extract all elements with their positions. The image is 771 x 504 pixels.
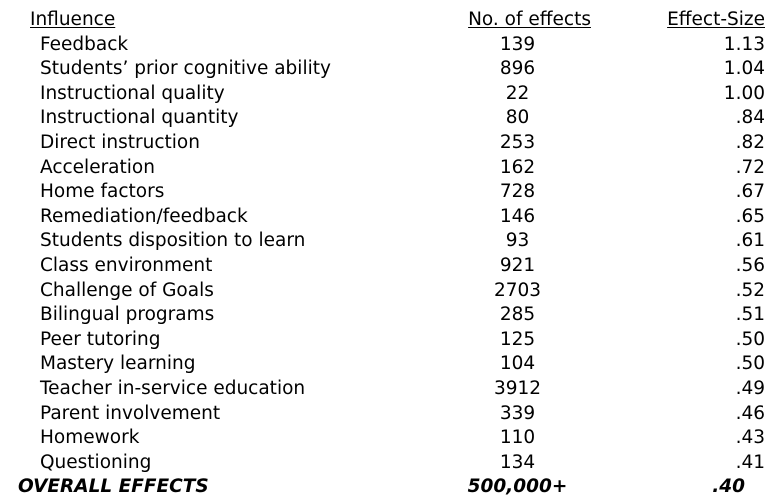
effect-size-value: .67 [735,181,765,203]
effect-size-value: .46 [735,402,765,424]
table-row [18,82,771,107]
effect-size-value: .65 [735,205,765,227]
table-row [18,205,771,230]
num-effects-cell: 896 [499,58,536,80]
influence-cell: Bilingual programs [40,304,215,326]
table-row [18,33,771,58]
header-effect-size: Effect-Size [667,9,765,30]
table-footer [18,475,771,500]
influence-cell: Instructional quality [40,82,225,104]
table-row [18,328,771,353]
num-effects-cell: 104 [499,353,536,375]
effect-size-cell [597,180,771,205]
num-effects-cell: 146 [499,205,536,227]
effect-size-cell [597,156,771,181]
effect-size-value: 1.00 [723,82,765,104]
num-effects-cell: 125 [499,328,536,350]
influence-cell: Feedback [40,33,129,55]
num-effects-cell: 80 [505,107,530,129]
effect-size-cell [597,328,771,353]
effect-size-value: 1.13 [723,33,765,55]
effect-size-value: .51 [735,304,765,326]
effect-size-value: .82 [735,131,765,153]
table-row [18,402,771,427]
effect-size-value: .43 [735,427,765,449]
table-row [18,106,771,131]
num-effects-cell: 162 [499,156,536,178]
influence-cell: Mastery learning [40,353,196,375]
table-row [18,229,771,254]
effect-size-value: .49 [735,377,765,399]
effect-size-cell [597,303,771,328]
total-effect-size-cell [597,475,771,500]
influence-cell: Peer tutoring [40,328,161,350]
effect-size-cell [597,451,771,476]
table-row [18,279,771,304]
effect-size-value: .52 [735,279,765,301]
header-num-effects: No. of effects [468,9,591,30]
num-effects-cell: 22 [505,82,530,104]
num-effects-cell: 285 [499,304,536,326]
effect-size-cell [597,205,771,230]
effect-size-value: 1.04 [723,58,765,80]
table-row [18,303,771,328]
influence-cell: Students’ prior cognitive ability [40,58,331,80]
table-row [18,352,771,377]
table-row [18,156,771,181]
num-effects-cell: 921 [499,254,536,276]
table-header [18,8,771,33]
total-effect-size: .40 [712,476,745,498]
effect-size-cell [597,57,771,82]
effect-size-value: .72 [735,156,765,178]
effect-size-value: .56 [735,254,765,276]
effect-size-cell [597,229,771,254]
effect-size-cell [597,402,771,427]
effect-size-value: .50 [735,353,765,375]
num-effects-cell: 2703 [493,279,542,301]
table-body [18,33,771,476]
table-row [18,57,771,82]
header-influence: Influence [30,9,116,30]
table-row [18,377,771,402]
effect-size-cell [597,279,771,304]
effect-size-value: .61 [735,230,765,252]
total-num-effects: 500,000+ [467,476,568,498]
total-row [18,475,771,500]
effect-size-cell [597,33,771,58]
effect-size-cell [597,82,771,107]
table-row [18,426,771,451]
effect-size-cell [597,131,771,156]
num-effects-cell: 93 [505,230,530,252]
num-effects-cell: 728 [499,181,536,203]
num-effects-cell: 110 [499,427,536,449]
header-row [18,8,771,33]
effect-size-value: .50 [735,328,765,350]
effect-size-cell [597,254,771,279]
table-row [18,451,771,476]
total-influence: OVERALL EFFECTS [18,476,209,498]
influence-cell: Parent involvement [40,402,221,424]
effect-size-cell [597,352,771,377]
influence-cell: Class environment [40,254,213,276]
effects-table [18,8,771,500]
influence-cell: Home factors [40,181,165,203]
influence-cell: Acceleration [40,156,155,178]
table-row [18,254,771,279]
effect-size-cell [597,377,771,402]
influence-cell: Questioning [40,451,152,473]
effect-size-value: .84 [735,107,765,129]
influence-cell: Homework [40,427,140,449]
influence-cell: Remediation/feedback [40,205,248,227]
table-row [18,131,771,156]
influence-cell: Students disposition to learn [40,230,306,252]
effect-size-cell [597,426,771,451]
num-effects-cell: 139 [499,33,536,55]
num-effects-cell: 3912 [493,377,542,399]
effect-size-cell [597,106,771,131]
num-effects-cell: 134 [499,451,536,473]
influence-cell: Teacher in-service education [40,377,306,399]
num-effects-cell: 339 [499,402,536,424]
influence-cell: Challenge of Goals [40,279,214,301]
influence-cell: Instructional quantity [40,107,239,129]
table-row [18,180,771,205]
effect-size-value: .41 [735,451,765,473]
influence-cell: Direct instruction [40,131,200,153]
num-effects-cell: 253 [499,131,536,153]
